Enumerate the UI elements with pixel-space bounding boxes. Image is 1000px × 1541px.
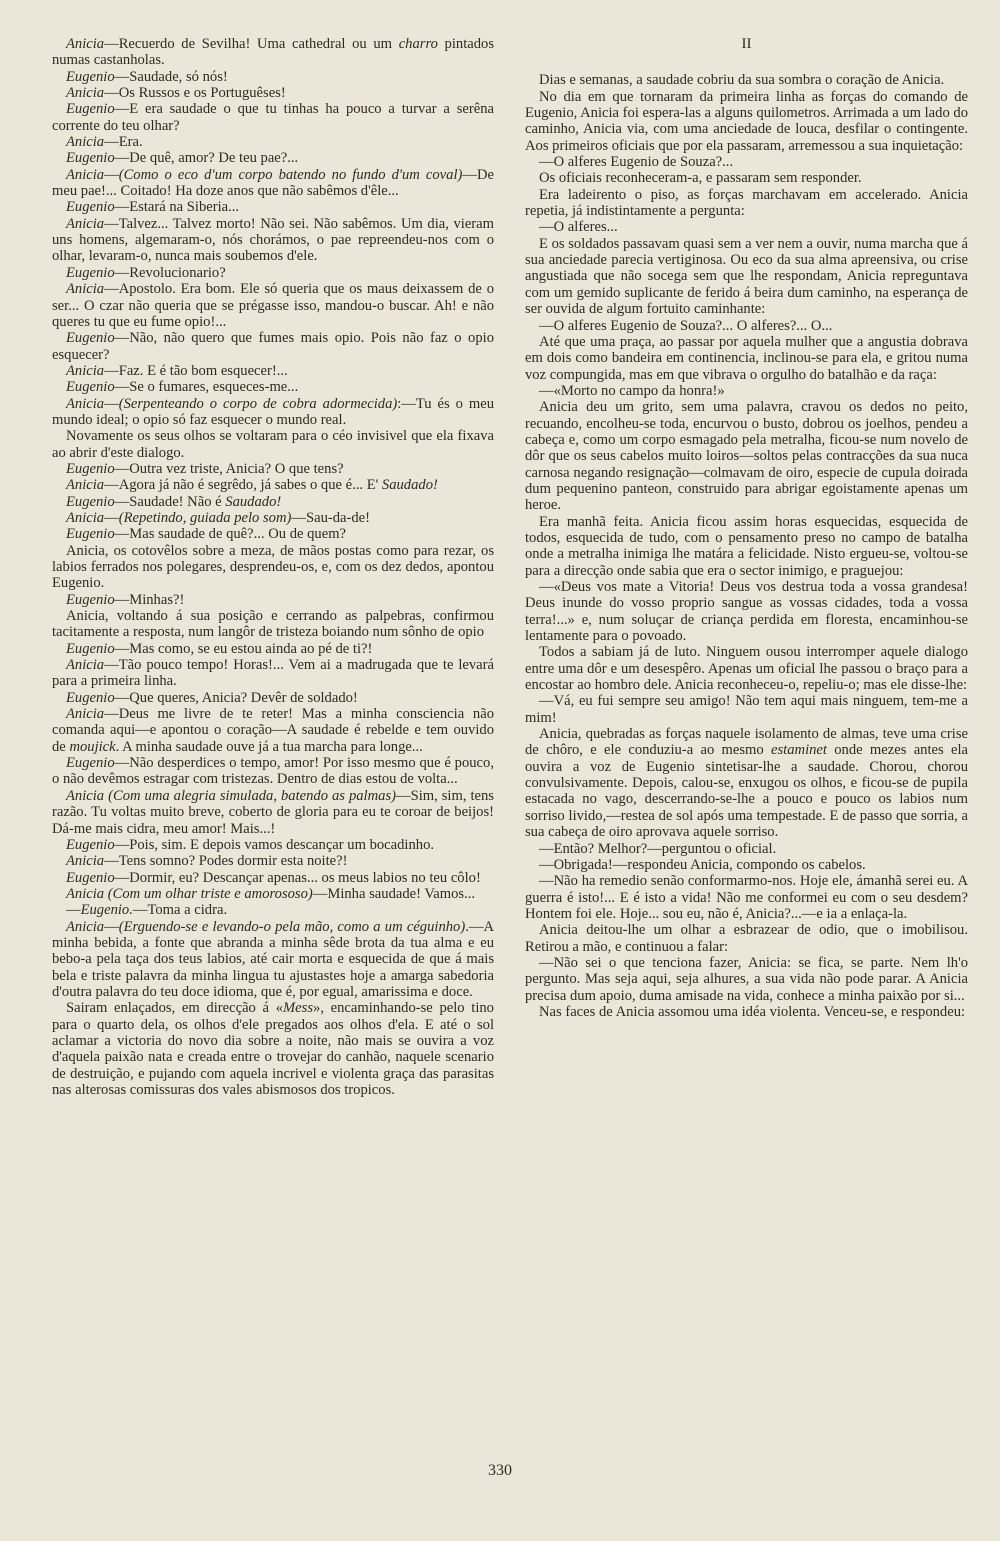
left-column [52,36,494,1098]
dash: — [104,134,119,151]
text: De quê, amor? De teu pae?... [129,150,299,167]
speaker-name: Eugenio [66,689,115,706]
paragraph [525,72,968,88]
dialogue-line [52,477,494,493]
dialogue-line [52,199,494,215]
text: Tão pouco tempo! Horas!... Vem ai a madrugada que te levará para a primeira linha. [52,657,494,690]
text: Talvez... Talvez morto! Não sei. Não sabêmos. Um dia, vieram uns homens, algemaram-o, nós chorámos, o pae repreendeu-nos com o olhar, levaram-o, nunca mais soubemos d'ele. [52,215,494,265]
text: —Obrigada!—respondeu Anicia, compondo os cabelos. [539,856,866,873]
speaker-name: Eugenio. [80,902,133,919]
text: Pois, sim. E depois vamos descançar um bocadinho. [129,836,435,853]
dash: — [104,657,119,674]
paragraph [525,154,968,170]
italic-text: (Com um olhar triste e amorososo) [107,885,313,902]
text: Apostolo. Era bom. Ele só queria que os maus deixassem de o ser... O czar não queria que se prégasse isso, mandou-o buscar. Ah! e não queres tu que eu fume opio!... [52,281,494,330]
dash: — [104,509,119,526]
text: », encaminhando-se pelo tino para o quarto dela, os olhos d'ele pregados aos olhos d'ela. E até o sol aclamar a victoria do novo dia sobre a noite, não mais se ouvira a voz d'aquela paixão nata e creada entre o trovejar do canhão, naquele scenario de destruição, e pujando com aquela incrivel e violenta graça das parasitas nas alterosas comissuras dos vales abismosos dos tropicos. [52,1000,494,1098]
dialogue-line [52,461,494,477]
paragraph [525,219,968,235]
dialogue-line [52,592,494,608]
speaker-name: Anicia [66,85,105,102]
speaker-name: Anicia [66,215,105,232]
speaker-name: Eugenio [66,264,115,281]
text: Saudade! Não é [129,493,226,510]
dash: — [104,281,119,298]
text: —O alferes... [539,219,618,236]
text: Mas saudade de quê?... Ou de quem? [129,526,347,543]
italic-text: (Com uma alegria simulada, batendo as palmas) [108,787,396,804]
dialogue-line [52,363,494,379]
speaker-name: Eugenio [66,755,115,772]
text: Até que uma praça, ao passar por aquela mulher que a angustia dobrava em dois como bandeira em continencia, inclinou-se para ela, e gritou numa voz compungida, mas em que vibrava o orgulho do batalhão e da raça: [525,333,968,383]
dash: — [114,150,130,167]
text: Não, não quero que fumes mais opio. Pois não faz o opio esquecer? [52,330,494,363]
speaker-name: Anicia [66,134,105,151]
text: —Sau-da-de! [291,509,370,526]
dash: — [114,68,130,85]
dialogue-line [52,870,494,886]
paragraph [52,608,494,641]
paragraph [52,1000,494,1098]
speaker-name: Eugenio [66,101,115,118]
dialogue-line [52,150,494,166]
paragraph [525,841,968,857]
speaker-name: Anicia [66,706,105,723]
paragraph [525,383,968,399]
text: . A minha saudade ouve já a tua marcha para longe... [115,738,423,755]
text: Anicia, quebradas as forças naquele isolamento de almas, teve uma crise de chôro, e ele conduziu-a ao mesmo [525,726,968,759]
speaker-name: Anicia [66,362,105,379]
paragraph [525,644,968,693]
text: .—A minha bebida, a fonte que abranda a minha sêde brota da tua alma e eu bebo-a pela taça dos teus labios, até cair morta e esquecida de que á mais bela e triste palavra da minha lingua tu ajustastes hoje a amarga sabedoria d'outra palavra do teu doce idioma, que é, por egual, amarissima e doce. [52,918,494,1000]
paragraph [525,399,968,513]
dash: — [114,199,130,216]
paragraph [525,334,968,383]
text: Anicia deu um grito, sem uma palavra, cravou os dedos no peito, recuando, encolheu-se toda, encurvou o busto, dobrou os joelhos, pendeu a cabeça e, como um corpo esmagado pela metralha, ficou-se num novelo de dôr que os seus cabelos muito loiros—soltos pelas contracções da sua nuca carnosa negando resignação—colmavam de oiro, especie de cupula doirada dum pequenino panteon, construido para abrigar egoistamente apenas um heroe. [525,399,968,514]
dash: — [104,166,119,183]
speaker-name: Anicia [66,509,105,526]
dash: — [114,836,130,853]
italic-text: (Erguendo-se e levando-o pela mão, como a um céguinho) [118,918,466,935]
dialogue-line [52,69,494,85]
text: —Minha saudade! Vamos... [312,885,476,902]
dialogue-line [52,281,494,330]
text: Anicia, voltando á sua posição e cerrando as palpebras, confirmou tacitamente a resposta, num langôr de tristeza boiando num sônho de opio [52,608,494,641]
paragraph [525,89,968,154]
speaker-name: Anicia [66,787,105,804]
dash: — [114,526,130,543]
dash: — [104,362,119,379]
paragraph [525,955,968,1004]
dash: — [114,493,130,510]
paragraph [525,187,968,220]
speaker-name: Anicia [66,395,105,412]
text: —Então? Melhor?—perguntou o oficial. [539,840,777,857]
paragraph [525,726,968,840]
text: Não desperdices o tempo, amor! Por isso mesmo que é pouco, o não devêmos estragar com tristezas. Dentro de dias estou de volta... [52,755,494,788]
speaker-name: Eugenio [66,869,115,886]
dialogue-line [52,788,494,837]
dialogue-line [52,526,494,542]
text: —Vá, eu fui sempre seu amigo! Não tem aqui mais ninguem, tem-me a mim! [525,693,968,726]
text: Revolucionario? [129,264,226,281]
dialogue-line [52,101,494,134]
speaker-name: Anicia [66,166,105,183]
text: Outra vez triste, Anicia? O que tens? [129,460,344,477]
dash: — [114,101,130,118]
dialogue-line [52,167,494,200]
text: —De meu pae!... Coitado! Ha doze anos que não sabêmos d'êle... [52,166,494,200]
right-column [525,36,968,1020]
right-column-text [525,72,968,1020]
text: Anicia deitou-lhe um olhar a esbrazear de odio, que o imobilisou. Retirou a mão, e continuou a falar: [525,922,968,955]
dash: — [104,85,119,102]
text: pintados numas castanholas. [52,36,494,69]
text: Tens somno? Podes dormir esta noite?! [118,853,348,870]
speaker-name: Eugenio [66,68,115,85]
dash: — [114,379,130,396]
text: —Não ha remedio senão conformarmo-nos. Hoje ele, ámanhã serei eu. A guerra é isto!... E é isto a vida! Não me conformei eu com o seu desdem? Hontem foi ele. Hoje... sou eu, não é, Anicia?...—e ia a enlaça-la. [525,873,968,922]
speaker-name: Eugenio [66,591,115,608]
dash: — [114,755,130,772]
text: —«Morto no campo da honra!» [539,382,725,399]
dash: — [114,869,130,886]
italic-text: (Repetindo, guiada pelo som) [118,509,292,526]
dialogue-line [52,330,494,363]
page-number: 330 [488,1462,512,1479]
text: Deus me livre de te reter! Mas a minha consciencia não comanda aqui—e apontou o coração—A saudade é rebelde e tem ouvido de [52,706,494,755]
text: Sairam enlaçados, em direcção á « [66,1000,284,1017]
speaker-name: Eugenio [66,640,115,657]
text: Era ladeirento o piso, as forças marchavam em accelerado. Anicia repetia, já indistintamente a pergunta: [525,186,968,220]
speaker-name: Eugenio [66,493,115,510]
dialogue-line [52,919,494,1001]
dialogue-line [52,379,494,395]
speaker-name: Eugenio [66,199,115,216]
paragraph [525,922,968,955]
dash: — [114,689,130,706]
italic-text: (Serpenteando o corpo de cobra adormecida) [118,395,398,412]
dash: — [114,591,130,608]
italic-text: estaminet [771,742,827,759]
dash: — [104,918,119,935]
text: Que queres, Anicia? Devêr de soldado! [129,689,358,706]
text: —O alferes Eugenio de Souza?... [539,154,734,171]
speaker-name: Anicia [66,885,105,902]
text: Agora já não é segrêdo, já sabes o que é... E' [118,477,382,494]
dash: — [104,395,119,412]
speaker-name: Eugenio [66,150,115,167]
text: Os Russos e os Portuguêses! [118,85,286,102]
dialogue-line [52,886,494,902]
paragraph [525,1004,968,1020]
italic-text: charro [398,36,438,52]
paragraph [525,236,968,318]
paragraph [525,857,968,873]
speaker-name: Anicia [66,477,105,494]
text: Minhas?! [129,591,185,608]
dash: — [66,902,81,919]
speaker-name: Eugenio [66,836,115,853]
text: Dormir, eu? Descançar apenas... os meus labios no teu côlo! [129,869,481,886]
speaker-name: Anicia [66,918,105,935]
dialogue-line [52,657,494,690]
dialogue-line [52,216,494,265]
text: Se o fumares, esqueces-me... [129,379,299,396]
text: :—Tu és o meu mundo ideal; o opio só faz esquecer o mundo real. [52,395,494,428]
text: Saudade, só nós! [129,68,228,85]
speaker-name: Anicia [66,853,105,870]
text: —Não sei o que tenciona fazer, Anicia: se fica, se parte. Nem lh'o pergunto. Mas seja aqui, seja alhures, a sua vida não pode parar. A Anicia precisa dum apoio, duma amisade na vida, conhece a minha paixão por si... [525,954,968,1004]
text: —O alferes Eugenio de Souza?... O alferes?... O... [539,317,833,334]
section-numeral: II [741,36,752,52]
dialogue-line [52,510,494,526]
speaker-name: Eugenio [66,379,115,396]
paragraph [525,873,968,922]
dash: — [104,36,119,52]
text: Estará na Siberia... [129,199,240,216]
text: —Sim, sim, tens razão. Tu voltas muito breve, coberto de gloria para eu te coroar de beijos! Dá-me mais cidra, meu amor! Mais...! [52,787,494,837]
dialogue-line [52,36,494,69]
text: Novamente os seus olhos se voltaram para o céo invisivel que ela fixava ao abrir d'este dialogo. [52,428,494,461]
dash: — [114,640,130,657]
dash: — [104,706,119,723]
italic-text: Saudado! [225,493,282,510]
text: Faz. E é tão bom esquecer!... [118,362,288,379]
italic-text: moujick [69,738,116,755]
dash: — [114,264,130,281]
paragraph [525,514,968,579]
text: E os soldados passavam quasi sem a ver nem a ouvir, numa marcha que á sua anciedade parecia vertiginosa. Ou eco da sua alma apreensiva, ou crise angustiada que não socega sem que lhe respondam, Anicia repreguntava com um gemido suplicante de ferido á beira dum caminho, na esperança de ser ouvida de algum fortuito caminhante: [525,235,968,318]
text: onde mezes antes ela ouvira a voz de Eugenio sintetisar-lhe a saudade. Chorou, chorou convulsivamente. Depois, calou-se, enxugou os olhos, e ficou-se de pupila estacada no vago, descerrando-se-lhe a pouco e pouco os labios num sorriso livido,—restea de sol após uma tempestade. E de passo que sorria, a sua cabeça de oiro aprovava aquele sorriso. [525,742,968,841]
text: Dias e semanas, a saudade cobriu da sua sombra o coração de Anicia. [539,72,945,89]
paragraph [525,579,968,644]
italic-text: Saudado! [381,477,438,494]
paragraph [525,693,968,726]
speaker-name: Eugenio [66,460,115,477]
dialogue-line [52,396,494,429]
text: Mas como, se eu estou ainda ao pé de ti?! [129,640,373,657]
speaker-name: Anicia [66,36,105,52]
text: Anicia, os cotovêlos sobre a meza, de mãos postas como para rezar, os labios ferrados nos polegares, desprendeu-os, e, com os dez dedos, apontou Eugenio. [52,542,494,592]
text: No dia em que tornaram da primeira linha as forças do comando de Eugenio, Anicia foi espera-las a alguns quilometros. Arrimada a um lado do caminho, Anicia via, com uma anciedade de louca, desfilar o contingente. Aos primeiros oficiais que por ela passaram, arremessou a sua inquietação: [525,88,968,154]
speaker-name: Eugenio [66,526,115,543]
paragraph [525,170,968,186]
speaker-name: Anicia [66,281,105,298]
dash: — [104,477,119,494]
dialogue-line [52,755,494,788]
text: Recuerdo de Sevilha! Uma cathedral ou um [118,36,399,52]
dash: — [114,460,130,477]
text: Todos a sabiam já de luto. Ninguem ousou interromper aquele dialogo entre uma dôr e um desespêro. Apenas um oficial lhe passou o braço para a encostar ao hombro dele. Anicia reconheceu-o, repeliu-o; mas ele disse-lhe: [525,644,968,694]
text: Nas faces de Anicia assomou uma idéa violenta. Venceu-se, e respondeu: [539,1003,966,1020]
italic-text: Mess [283,1000,314,1017]
text: E era saudade o que tu tinhas ha pouco a turvar a serêna corrente do teu olhar? [52,101,494,134]
dialogue-line [52,837,494,853]
dialogue-line [52,641,494,657]
dialogue-line [52,265,494,281]
italic-text: (Como o eco d'um corpo batendo no fundo d'um coval) [118,166,463,183]
text: Era. [118,134,143,151]
dialogue-line [52,85,494,101]
paragraph [525,318,968,334]
dash: — [104,853,119,870]
paragraph [52,543,494,592]
speaker-name: Anicia [66,657,105,674]
speaker-name: Eugenio [66,330,115,347]
text: Os oficiais reconheceram-a, e passaram sem responder. [539,170,862,187]
dash: — [104,215,119,232]
dialogue-line [52,690,494,706]
text: —«Deus vos mate a Vitoria! Deus vos destrua toda a vossa grandesa! Deus inunde do vosso proprio sangue as vossas cidades, toda a vossa terra!...» e, num soluçar de criança perdida em floresta, encaminhou-se lentamente para o povoado. [525,579,968,645]
dialogue-line [52,853,494,869]
dialogue-line [52,494,494,510]
paragraph [52,428,494,461]
dialogue-line [52,706,494,755]
text: —Toma a cidra. [132,902,228,919]
dialogue-line [52,134,494,150]
dash: — [114,330,130,347]
dialogue-line [52,902,494,918]
text: Era manhã feita. Anicia ficou assim horas esquecidas, esquecida de todos, esquecida de tudo, com o pensamento preso no campo de batalha onde a metralha inimiga lhe matára a felicidade. Nisto ergueu-se, voltou-se para a direcção onde sabia que era o sector inimigo, e praguejou: [525,513,968,579]
